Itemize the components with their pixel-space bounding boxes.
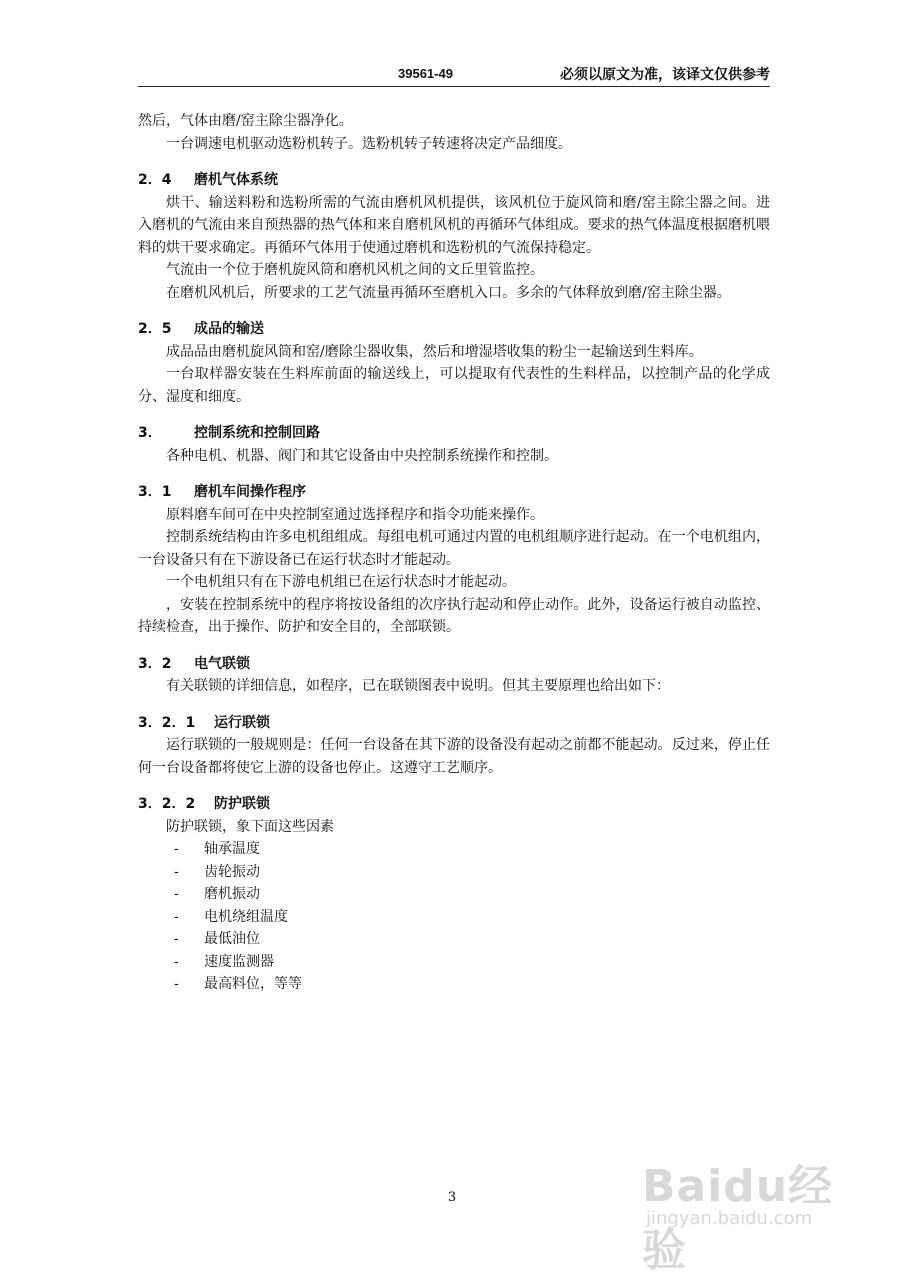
section-heading bbox=[138, 712, 770, 735]
paragraph: 成品品由磨机旋风筒和窑/磨除尘器收集，然后和增湿塔收集的粉尘一起输送到生料库。 bbox=[166, 343, 703, 360]
paragraph: ，安装在控制系统中的程序将按设备组的次序执行起动和停止动作。此外，设备运行被自动监控、持续检查，出于操作、防护和安全目的，全部联锁。 bbox=[138, 596, 770, 635]
list-marker: - bbox=[174, 931, 179, 947]
translation-notice: 必须以原文为准，该译文仅供参考 bbox=[560, 67, 770, 83]
paragraph: 在磨机风机后，所要求的工艺气流量再循环至磨机入口。多余的气体释放到磨/窑主除尘器。 bbox=[166, 284, 731, 301]
section-title: 磨机气体系统 bbox=[194, 172, 278, 188]
section-title: 电气联锁 bbox=[194, 655, 250, 672]
document-body bbox=[138, 110, 770, 996]
section-title: 磨机车间操作程序 bbox=[194, 484, 306, 500]
paragraph: 一台调速电机驱动选粉机转子。选粉机转子转速将决定产品细度。 bbox=[166, 135, 572, 152]
list-item-text: 最高料位，等等 bbox=[204, 976, 302, 992]
section-title: 防护联锁 bbox=[214, 796, 270, 812]
section-heading bbox=[138, 793, 770, 816]
list-marker: - bbox=[174, 953, 179, 970]
list-item-text: 速度监测器 bbox=[204, 953, 274, 970]
list-item-text: 最低油位 bbox=[204, 931, 260, 947]
list-item bbox=[138, 861, 770, 884]
section-number: 3．2．1 bbox=[138, 714, 196, 731]
list-item bbox=[138, 928, 770, 951]
page-number: 3 bbox=[447, 1190, 457, 1205]
list-item bbox=[138, 973, 770, 996]
list-item bbox=[138, 951, 770, 974]
list-item-text: 电机绕组温度 bbox=[204, 908, 288, 925]
list-marker: - bbox=[174, 908, 179, 925]
section-title: 控制系统和控制回路 bbox=[194, 425, 320, 441]
section-number: 3．1 bbox=[138, 484, 172, 500]
paragraph: 烘干、输送料粉和选粉所需的气流由磨机风机提供，该风机位于旋风筒和磨/窑主除尘器之间。进入磨机的气流由来自预热器的热气体和来自磨机风机的再循环气体组成。要求的热气体温度根据磨机喂料的烘干要求确定。再循环气体用于使通过磨机和选粉机的气流保持稳定。 bbox=[138, 194, 770, 256]
list-marker: - bbox=[174, 841, 179, 857]
paragraph: 一台取样器安装在生料库前面的输送线上，可以提取有代表性的生料样品，以控制产品的化学成分、湿度和细度。 bbox=[138, 366, 770, 405]
list-item bbox=[138, 883, 770, 906]
document-number: 39561-49 bbox=[398, 66, 453, 81]
paragraph: 原料磨车间可在中央控制室通过选择程序和指令功能来操作。 bbox=[166, 506, 544, 523]
watermark-url: jingyan.baidu.com bbox=[646, 1208, 813, 1229]
list-marker: - bbox=[174, 976, 179, 992]
paragraph: 防护联锁，象下面这些因素 bbox=[166, 818, 334, 835]
section-heading bbox=[138, 653, 770, 676]
protection-factors-list bbox=[138, 838, 770, 996]
section-heading bbox=[138, 422, 770, 445]
watermark-brand: Baidu经验 bbox=[642, 1161, 834, 1276]
list-marker: - bbox=[174, 863, 179, 880]
section-heading bbox=[138, 169, 770, 192]
section-number: 3． bbox=[138, 425, 162, 441]
section-title: 运行联锁 bbox=[214, 714, 270, 731]
paragraph: 然后，气体由磨/窑主除尘器净化。 bbox=[138, 113, 353, 129]
section-number: 3．2．2 bbox=[138, 796, 196, 812]
section-title: 成品的输送 bbox=[194, 321, 264, 337]
paragraph: 控制系统结构由许多电机组组成。每组电机可通过内置的电机组顺序进行起动。在一个电机组内，一台设备只有在下游设备已在运行状态时才能起动。 bbox=[138, 529, 770, 568]
section-number: 2．5 bbox=[138, 321, 172, 337]
paragraph: 有关联锁的详细信息，如程序，已在联锁图表中说明。但其主要原理也给出如下： bbox=[166, 678, 670, 694]
list-item-text: 轴承温度 bbox=[204, 841, 260, 857]
paragraph: 各种电机、机器、阀门和其它设备由中央控制系统操作和控制。 bbox=[166, 447, 558, 464]
watermark bbox=[642, 1150, 852, 1276]
list-item-text: 齿轮振动 bbox=[204, 863, 260, 880]
paragraph: 气流由一个位于磨机旋风筒和磨机风机之间的文丘里管监控。 bbox=[166, 262, 544, 278]
list-item bbox=[138, 906, 770, 929]
paragraph: 运行联锁的一般规则是：任何一台设备在其下游的设备没有起动之前都不能起动。反过来，停止任何一台设备都将使它上游的设备也停止。这遵守工艺顺序。 bbox=[138, 737, 770, 776]
section-heading bbox=[138, 318, 770, 341]
section-number: 3．2 bbox=[138, 655, 172, 672]
section-heading bbox=[138, 481, 770, 504]
paragraph: 一个电机组只有在下游电机组已在运行状态时才能起动。 bbox=[166, 574, 516, 590]
page-header bbox=[138, 64, 770, 87]
list-item bbox=[138, 838, 770, 861]
list-marker: - bbox=[174, 886, 179, 902]
section-number: 2．4 bbox=[138, 172, 172, 188]
list-item-text: 磨机振动 bbox=[204, 886, 260, 902]
